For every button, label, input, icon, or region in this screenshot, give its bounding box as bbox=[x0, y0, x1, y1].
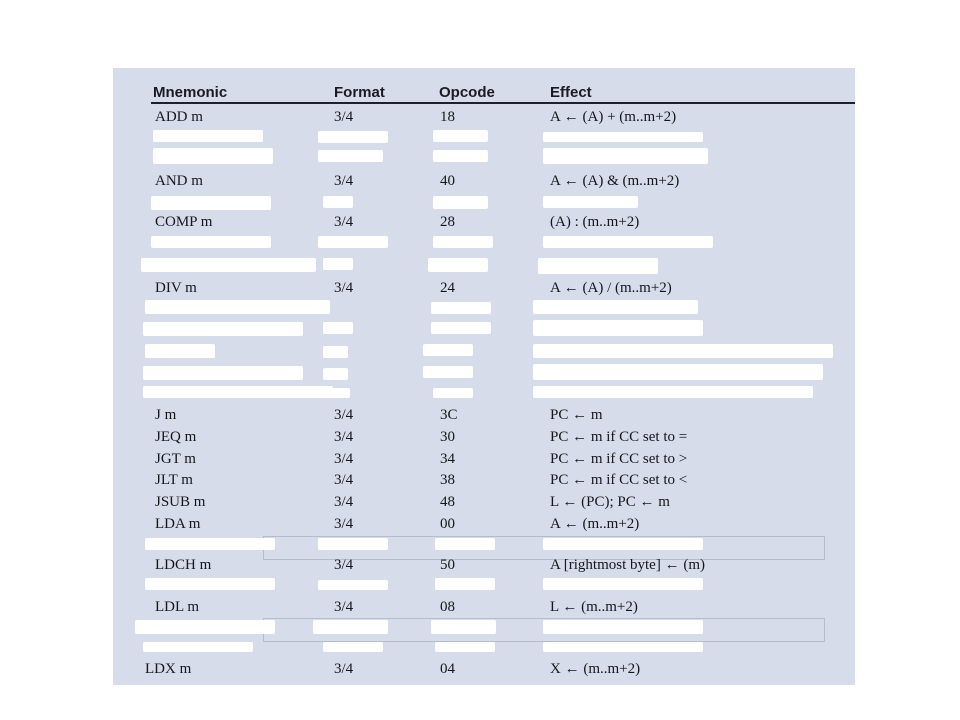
cell-format: 3/4 bbox=[334, 214, 354, 230]
redaction-mark bbox=[533, 344, 833, 358]
redaction-mark bbox=[318, 236, 388, 248]
cell-mnemonic: AND m bbox=[155, 173, 203, 189]
column-header-effect: Effect bbox=[550, 84, 592, 101]
redaction-mark bbox=[435, 642, 495, 652]
redaction-mark bbox=[433, 150, 488, 162]
redaction-mark bbox=[543, 236, 713, 248]
redaction-mark bbox=[145, 578, 275, 590]
redaction-mark bbox=[323, 368, 348, 380]
cell-mnemonic: ADD m bbox=[155, 109, 203, 125]
redaction-mark bbox=[143, 642, 253, 652]
cell-effect: A [rightmost byte] ← (m) bbox=[550, 557, 705, 573]
redaction-mark bbox=[543, 642, 703, 652]
cell-effect: PC ← m if CC set to < bbox=[550, 472, 688, 488]
cell-format: 3/4 bbox=[334, 173, 354, 189]
column-header-mnemonic: Mnemonic bbox=[153, 84, 228, 101]
redaction-mark bbox=[151, 196, 271, 210]
redaction-mark bbox=[318, 131, 388, 143]
cell-effect: PC ← m bbox=[550, 407, 603, 423]
cell-effect: A ← (m..m+2) bbox=[550, 516, 640, 532]
cell-format: 3/4 bbox=[334, 109, 354, 125]
cell-effect: A ← (A) + (m..m+2) bbox=[550, 109, 677, 125]
redaction-mark bbox=[318, 580, 388, 590]
cell-opcode: 38 bbox=[440, 472, 455, 488]
cell-format: 3/4 bbox=[334, 494, 354, 510]
cell-opcode: 3C bbox=[440, 407, 458, 423]
redaction-mark bbox=[433, 130, 488, 142]
redaction-mark bbox=[433, 196, 488, 209]
redaction-mark bbox=[423, 366, 473, 378]
redaction-mark bbox=[533, 364, 823, 380]
redaction-mark bbox=[153, 148, 273, 164]
redaction-mark bbox=[543, 538, 703, 550]
redaction-mark bbox=[145, 300, 330, 314]
cell-opcode: 50 bbox=[440, 557, 455, 573]
cell-opcode: 40 bbox=[440, 173, 455, 189]
cell-opcode: 24 bbox=[440, 280, 455, 296]
scanned-instruction-table bbox=[113, 68, 855, 685]
redaction-mark bbox=[428, 258, 488, 272]
redaction-mark bbox=[431, 322, 491, 334]
cell-effect: L ← (PC); PC ← m bbox=[550, 494, 670, 510]
cell-mnemonic: JSUB m bbox=[155, 494, 206, 510]
cell-mnemonic: LDA m bbox=[155, 516, 201, 532]
cell-mnemonic: JGT m bbox=[155, 451, 196, 467]
cell-effect: (A) : (m..m+2) bbox=[550, 214, 640, 230]
redaction-mark bbox=[543, 132, 703, 142]
redaction-mark bbox=[323, 258, 353, 270]
cell-effect: PC ← m if CC set to = bbox=[550, 429, 688, 445]
redaction-mark bbox=[543, 148, 708, 164]
cell-format: 3/4 bbox=[334, 451, 354, 467]
cell-mnemonic: LDX m bbox=[145, 661, 192, 677]
redaction-mark bbox=[141, 258, 316, 272]
cell-format: 3/4 bbox=[334, 661, 354, 677]
cell-effect: L ← (m..m+2) bbox=[550, 599, 638, 615]
redaction-mark bbox=[543, 620, 703, 634]
redaction-mark bbox=[543, 578, 703, 590]
cell-format: 3/4 bbox=[334, 407, 354, 423]
cell-opcode: 04 bbox=[440, 661, 455, 677]
cell-opcode: 30 bbox=[440, 429, 455, 445]
cell-mnemonic: JLT m bbox=[155, 472, 193, 488]
redaction-mark bbox=[143, 386, 333, 398]
redaction-mark bbox=[543, 196, 638, 208]
redaction-mark bbox=[318, 150, 383, 162]
cell-opcode: 08 bbox=[440, 599, 455, 615]
column-header-opcode: Opcode bbox=[439, 84, 495, 101]
cell-opcode: 18 bbox=[440, 109, 455, 125]
cell-mnemonic: COMP m bbox=[155, 214, 213, 230]
redaction-mark bbox=[313, 620, 388, 634]
header-rule bbox=[151, 102, 855, 104]
redaction-mark bbox=[433, 236, 493, 248]
cell-format: 3/4 bbox=[334, 472, 354, 488]
cell-format: 3/4 bbox=[334, 280, 354, 296]
cell-mnemonic: J m bbox=[155, 407, 177, 423]
redaction-mark bbox=[145, 538, 275, 550]
redaction-mark bbox=[143, 366, 303, 380]
cell-effect: A ← (A) & (m..m+2) bbox=[550, 173, 680, 189]
redaction-mark bbox=[431, 302, 491, 314]
cell-effect: X ← (m..m+2) bbox=[550, 661, 641, 677]
cell-format: 3/4 bbox=[334, 516, 354, 532]
redaction-mark bbox=[143, 322, 303, 336]
redaction-mark bbox=[151, 236, 271, 248]
cell-mnemonic: LDL m bbox=[155, 599, 200, 615]
redaction-mark bbox=[323, 642, 383, 652]
redaction-mark bbox=[423, 344, 473, 356]
cell-mnemonic: JEQ m bbox=[155, 429, 197, 445]
cell-effect: A ← (A) / (m..m+2) bbox=[550, 280, 672, 296]
redaction-mark bbox=[145, 344, 215, 358]
redaction-mark bbox=[433, 388, 473, 398]
cell-format: 3/4 bbox=[334, 557, 354, 573]
redaction-mark bbox=[533, 300, 698, 314]
cell-format: 3/4 bbox=[334, 599, 354, 615]
redaction-mark bbox=[435, 538, 495, 550]
cell-mnemonic: DIV m bbox=[155, 280, 197, 296]
cell-opcode: 28 bbox=[440, 214, 455, 230]
cell-opcode: 48 bbox=[440, 494, 455, 510]
redaction-mark bbox=[323, 346, 348, 358]
redaction-mark bbox=[318, 538, 388, 550]
redaction-mark bbox=[135, 620, 275, 634]
cell-format: 3/4 bbox=[334, 429, 354, 445]
redaction-mark bbox=[538, 258, 658, 274]
redaction-mark bbox=[431, 620, 496, 634]
redaction-mark bbox=[323, 196, 353, 208]
redaction-mark bbox=[153, 130, 263, 142]
column-header-format: Format bbox=[334, 84, 385, 101]
redaction-mark bbox=[533, 386, 813, 398]
redaction-mark bbox=[435, 578, 495, 590]
cell-opcode: 00 bbox=[440, 516, 455, 532]
redaction-mark bbox=[533, 320, 703, 336]
cell-opcode: 34 bbox=[440, 451, 455, 467]
cell-effect: PC ← m if CC set to > bbox=[550, 451, 688, 467]
redaction-mark bbox=[323, 322, 353, 334]
cell-mnemonic: LDCH m bbox=[155, 557, 212, 573]
redaction-mark bbox=[325, 388, 350, 398]
